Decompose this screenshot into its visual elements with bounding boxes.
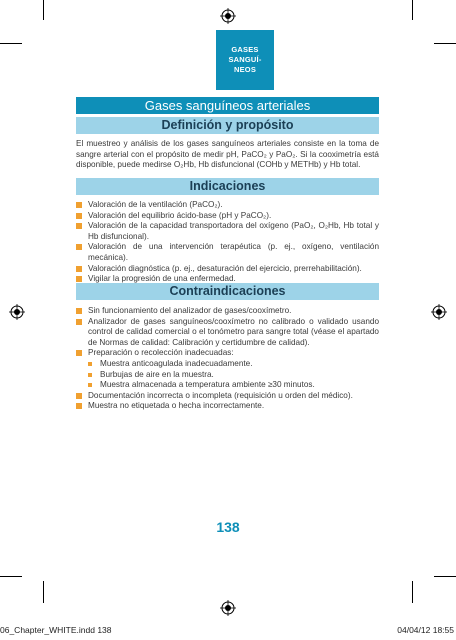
list-item-text: Burbujas de aire en la muestra.	[100, 369, 214, 379]
bullet-square-icon	[76, 202, 82, 208]
list-item-text: Valoración de una intervención terapéutica (p. ej., oxígeno, ventilación mecánica).	[88, 242, 379, 262]
list-item	[76, 264, 379, 275]
crop-mark	[43, 581, 44, 603]
section-heading-indications: Indicaciones	[76, 178, 379, 195]
bullet-square-icon	[88, 373, 92, 377]
bullet-square-icon	[76, 308, 82, 314]
bullet-square-icon	[76, 244, 82, 250]
list-item-text: Documentación incorrecta o incompleta (requisición u orden del médico).	[88, 390, 353, 400]
list-item-text: Muestra almacenada a temperatura ambiente ≥30 minutos.	[100, 380, 315, 390]
bullet-square-icon	[76, 223, 82, 229]
list-item	[76, 401, 379, 412]
indications-list	[76, 200, 379, 285]
bullet-square-icon	[76, 276, 82, 282]
bullet-square-icon	[76, 403, 82, 409]
list-item	[76, 380, 379, 391]
list-item-text: Valoración de la capacidad transportadora del oxígeno (PaO₂, O₂Hb, Hb total y Hb disfuncional).	[88, 221, 379, 241]
crop-mark	[412, 581, 413, 603]
chapter-tab-line: GASES	[231, 45, 259, 54]
page-title: Gases sanguíneos arteriales	[76, 97, 379, 114]
list-item-text: Vigilar la progresión de una enfermedad.	[88, 274, 236, 284]
bullet-square-icon	[76, 266, 82, 272]
list-item	[76, 221, 379, 242]
bullet-square-icon	[88, 383, 92, 387]
list-item-text: Preparación o recolección inadecuadas:	[88, 348, 234, 358]
list-item	[76, 317, 379, 349]
list-item-text: Muestra no etiquetada o hecha incorrectamente.	[88, 401, 265, 411]
registration-mark-icon	[220, 600, 236, 616]
bullet-square-icon	[76, 350, 82, 356]
list-item-text: Sin funcionamiento del analizador de gases/cooxímetro.	[88, 306, 292, 315]
list-item-text: Valoración de la ventilación (PaCO₂).	[88, 200, 223, 209]
bullet-square-icon	[76, 393, 82, 399]
list-item-text: Muestra anticoagulada inadecuadamente.	[100, 358, 253, 368]
crop-mark	[434, 43, 456, 44]
list-item	[76, 348, 379, 359]
slug-filename: 06_Chapter_WHITE.indd 138	[0, 625, 112, 635]
section-heading-contraindications: Contraindicaciones	[76, 283, 379, 300]
chapter-tab	[216, 30, 274, 90]
list-item	[76, 242, 379, 263]
page-number: 138	[216, 519, 240, 535]
registration-mark-icon	[431, 304, 447, 320]
list-item	[76, 211, 379, 222]
bullet-square-icon	[88, 362, 92, 366]
crop-mark	[412, 0, 413, 20]
list-item	[76, 391, 379, 402]
crop-mark	[434, 576, 456, 577]
registration-mark-icon	[9, 304, 25, 320]
bullet-square-icon	[76, 319, 82, 325]
slug-date: 04/04/12 18:55	[397, 625, 454, 635]
contraindications-list	[76, 306, 379, 412]
list-item	[76, 306, 379, 317]
list-item-text: Valoración del equilibrio ácido-base (pH y PaCO₂).	[88, 210, 272, 220]
definition-paragraph: El muestreo y análisis de los gases sanguíneos arteriales consiste en la toma de sangre arterial con el propósito de medir pH, PaCO₂ y PaO₂. Si la cooximetría está disponible, puede medirse O₂Hb, Hb disfuncional (COHb y METHb) y Hb total.	[76, 139, 379, 170]
list-item	[76, 200, 379, 211]
chapter-tab-line: SANGUÍ-	[228, 55, 262, 64]
registration-mark-icon	[220, 8, 236, 24]
section-heading-definition: Definición y propósito	[76, 117, 379, 134]
chapter-tab-line: NEOS	[233, 65, 257, 74]
list-item	[76, 359, 379, 370]
crop-mark	[0, 576, 22, 577]
list-item	[76, 370, 379, 381]
bullet-square-icon	[76, 213, 82, 219]
list-item-text: Valoración diagnóstica (p. ej., desaturación del ejercicio, prerrehabilitación).	[88, 263, 362, 273]
crop-mark	[0, 43, 22, 44]
list-item-text: Analizador de gases sanguíneos/cooxímetro no calibrado o validado usando control de calidad comercial o el tonómetro para sangre total (véase el apartado de Normas de calidad: Calibración y certidumbre de calidad).	[88, 316, 379, 347]
crop-mark	[43, 0, 44, 20]
